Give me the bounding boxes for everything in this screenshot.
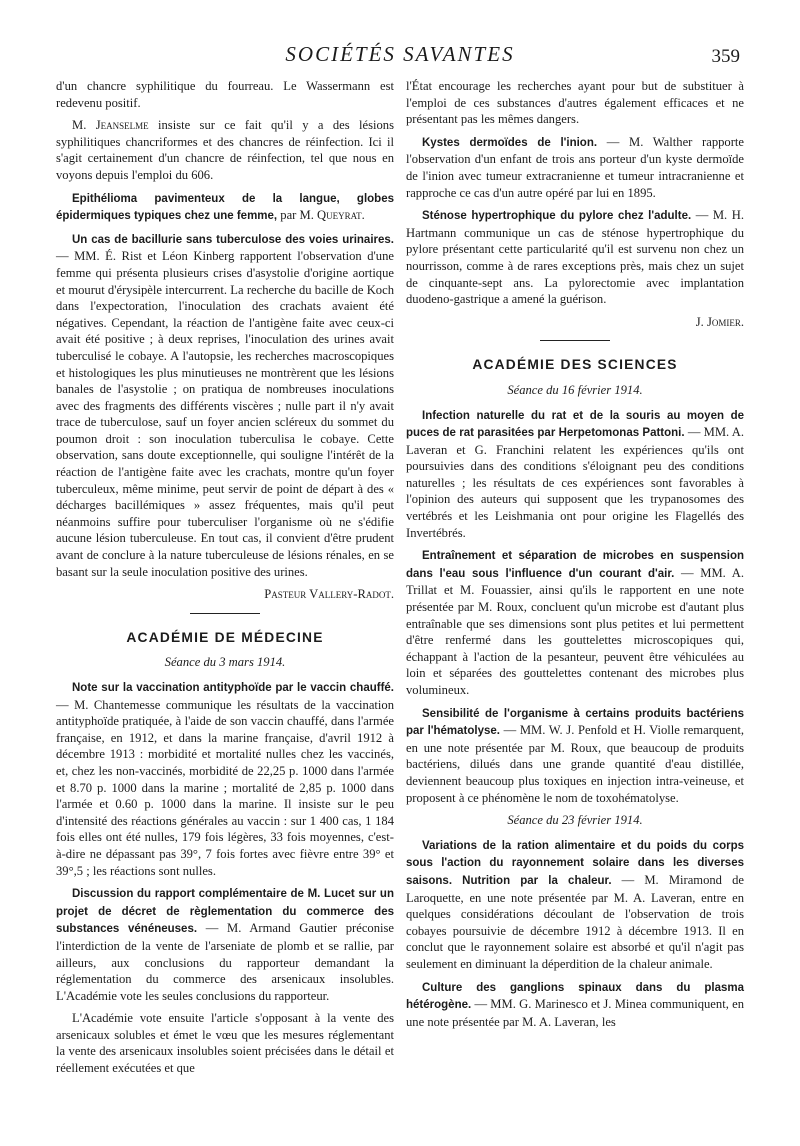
session-date: Séance du 3 mars 1914. [164,655,286,670]
article-title: Variations de la ration alimentaire et du poids du corps sous l'action du rayonnement solaire dans les diverses saisons. Nutrition par la chaleur. [406,839,744,887]
article-title: Sténose hypertrophique du pylore chez l'adulte. [422,210,692,223]
divider [540,340,610,341]
paragraph: Note sur la vaccination antityphoïde par le vaccin chauffé. — M. Chantemesse communique les résultats de la vaccination antityphoïde pratiquée, à l'aide de son vaccin chauffé, dans l'armée française, en 1912, et dans la marine française, d'avril 1912 à décembre 1913 : morbidité et mortalité nulles chez les vaccinés, et, chez les non-vaccinés, morbidité de 22,25 p. 1000 dans l'armée et 8.70 p. 1000 dans la marine ; mortalité de 2,85 p. 1000 dans l'armée et 0.60 p. 1000 dans la marine. Il insiste sur le peu d'intensité des réactions générales au vaccin : sur 1 400 cas, 1 184 fois elles ont été nulles, 179 fois légères, 33 fois moyennes, c'est-à-dire ne dépassant pas 39°, 7 fois fortes avec fièvre entre 39° et 39°,5 ; les réactions sont nulles. [56,682,394,878]
paragraph: l'État encourage les recherches ayant pour but de substituer à l'emploi de ces substances d'autres également efficaces et ne présentant pas les mêmes dangers. [406,79,744,127]
paragraph: Sensibilité de l'organisme à certains produits bactériens par l'hématolyse. — MM. W. J. Penfold et H. Violle remarquent, en une note présentée par M. Roux, que beaucoup de produits bactériens, dilués dans une grande quantité d'eau distillée, deviennent beaucoup plus toxiques en injection intra-veineuse, et proposent à ce phénomène le nom de toxohématolyse. [406,707,744,805]
page-number: 359 [711,46,740,67]
signature: Pasteur Vallery-Radot. [264,587,394,602]
left-column [56,78,394,1083]
paragraph: Kystes dermoïdes de l'inion. — M. Walther rapporte l'observation d'un enfant de trois ans porteur d'un kyste dermoïde de l'inion avec tumeur extracranienne et tumeur intracranienne et rapproche ce cas d'un autre opéré par lui en 1895. [406,134,744,200]
paragraph: Culture des ganglions spinaux dans du plasma hétérogène. — MM. G. Marinesco et J. Minea communiquent, en une note présentée par M. A. Laveran, les [406,981,744,1029]
paragraph: d'un chancre syphilitique du fourreau. Le Wassermann est redevenu positif. [56,79,394,110]
paragraph: Discussion du rapport complémentaire de M. Lucet sur un projet de décret de règlementation du commerce des substances vénéneuses. — M. Armand Gautier préconise l'interdiction de la vente de l'arseniate de plomb et se rallie, par ailleurs, aux conclusions du rapporteur demandant la réglementation du commerce des arsenicaux insolubles. L'Académie vote les seules conclusions du rapporteur. [56,888,394,1003]
paragraph: Infection naturelle du rat et de la souris au moyen de puces de rat parasitées par Herpetomonas Pattoni. — MM. A. Laveran et G. Franchini relatent les expériences qu'ils ont poursuivies dans des conditions s'éloignant peu des conditions naturelles ; les résultats de ces expériences sont favorables à l'opinion des auteurs qui supposent que les trypanosomes des vertébrés et les Leishmania ont pour origine les Flagellés des Invertébrés. [406,409,744,540]
article-title: Infection naturelle du rat et de la souris au moyen de puces de rat parasitées par Herpetomonas Pattoni. [406,409,744,440]
article-title: Sensibilité de l'organisme à certains produits bactériens par l'hématolyse. [406,707,744,738]
article-title: Discussion du rapport complémentaire de M. Lucet sur un projet de décret de règlementation du commerce des substances vénéneuses. [56,888,394,936]
running-title: SOCIÉTÉS SAVANTES [285,42,515,66]
article-title: Entraînement et séparation de microbes en suspension dans l'eau sous l'influence d'un courant d'air. [406,550,744,580]
paragraph: Entraînement et séparation de microbes en suspension dans l'eau sous l'influence d'un courant d'air. — MM. A. Trillat et M. Fouassier, ainsi qu'ils le rapportent en une note présentée par M. Roux, concluent qu'un microbe est d'autant plus entraînable que ses dimensions sont plus petites et lui permettent d'être renfermé dans les gouttelettes microscopiques qui, échappant à l'action de la pesanteur, peuvent être véhiculées au loin et séparées des gouttelettes contenant des microbes plus volumineux. [406,550,745,697]
paragraph: Sténose hypertrophique du pylore chez l'adulte. — M. H. Hartmann communique un cas de sténose hypertrophique du pylore présentant cette particularité qu'il est survenu non chez un nourrisson, comme à de rares exceptions près, mais chez un sujet de cinquante-sept ans. La pylorectomie avec implantation duodeno-gastrique a amené la guérison. [406,208,744,307]
author-name: M. Jeanselme [72,118,149,133]
paragraph: L'Académie vote ensuite l'article s'opposant à la vente des arsenicaux solubles et émet le vœu que les mesures réglementant la vente des arsenicaux insolubles soient précisées dans le détail et réellement exécutées et que [56,1011,394,1076]
article-title: Kystes dermoïdes de l'inion. [422,136,598,149]
session-date: Séance du 16 février 1914. [507,382,643,397]
divider [190,613,260,614]
article-title: Note sur la vaccination antityphoïde par le vaccin chauffé. [72,682,394,694]
session-date: Séance du 23 février 1914. [507,813,643,828]
paragraph: Variations de la ration alimentaire et du poids du corps sous l'action du rayonnement solaire dans les diverses saisons. Nutrition par la chaleur. — M. Miramond de Laroquette, en une note présentée par M. A. Laveran, entre en quelques considérations découlant de l'observation de trois cobayes poursuivie de décembre 1912 à décembre 1913. Il en conclut que le rayonnement solaire est absorbé et qu'il n'agit pas seulement en diminuant la déperdition de la chaleur animale. [406,839,744,971]
section-title: ACADÉMIE DES SCIENCES [472,357,678,373]
paragraph: M. Jeanselme insiste sur ce fait qu'il y a des lésions syphilitiques chancriformes et des chancres de réinfection. Ici il s'agit certainement d'un chancre de réinfection, tel que nous en voyons depuis l'emploi du 606. [56,118,394,182]
page-header [60,42,740,76]
right-column [406,78,744,1036]
paragraph: Un cas de bacillurie sans tuberculose des voies urinaires. — MM. É. Rist et Léon Kinberg rapportent l'observation d'une femme qui présenta plusieurs crises d'asystolie d'origine aortique et mourut d'érysipèle intercurrent. La recherche du bacille de Koch dans l'expectoration, l'inoculation des crachats avaient été négatives. Cependant, la réaction de l'antigène faite avec ceux-ci avait été positive ; à deux reprises, l'inoculation des urines avait tuberculisé le cobaye. A l'autopsie, les recherches macroscopiques et histologiques les plus minutieuses ne montrèrent que les lésions banales de l'asystolie ; on pratiqua de nombreuses inoculations avec des fragments des différents viscères ; nulle part il n'y avait trace de tuberculose, sauf un foyer ancien scléreux du sommet du poumon droit : son inoculation tuberculisa le cobaye. Cette observation, sans doute exceptionnelle, qui souligne l'intérêt de la réaction de l'antigène faite avec les crachats, montre qu'un foyer tuberculeux, même minime, peut servir de point de départ à des « décharges bacillémiques » assez fréquentes, mais qu'il peut néanmoins suffire pour tuberculiser l'organisme où ne s'édifie aucune lésion tuberculeuse. En tout cas, il convient d'être prudent avant de conclure à la nature tuberculeuse de lésions rénales, en se basant sur la seule inoculation positive des urines. [56,233,394,579]
article-title: Culture des ganglions spinaux dans du plasma hétérogène. [406,981,744,1012]
article-title: Un cas de bacillurie sans tuberculose des voies urinaires. [72,233,394,246]
article-title: Epithélioma pavimenteux de la langue, globes épidermiques typiques chez une femme, [56,192,394,223]
author-name: Queyrat. [317,208,365,223]
signature: J. Jomier. [695,314,744,329]
paragraph: Epithélioma pavimenteux de la langue, globes épidermiques typiques chez une femme, par M. Queyrat. [56,192,394,223]
section-title: ACADÉMIE DE MÉDECINE [126,629,324,645]
